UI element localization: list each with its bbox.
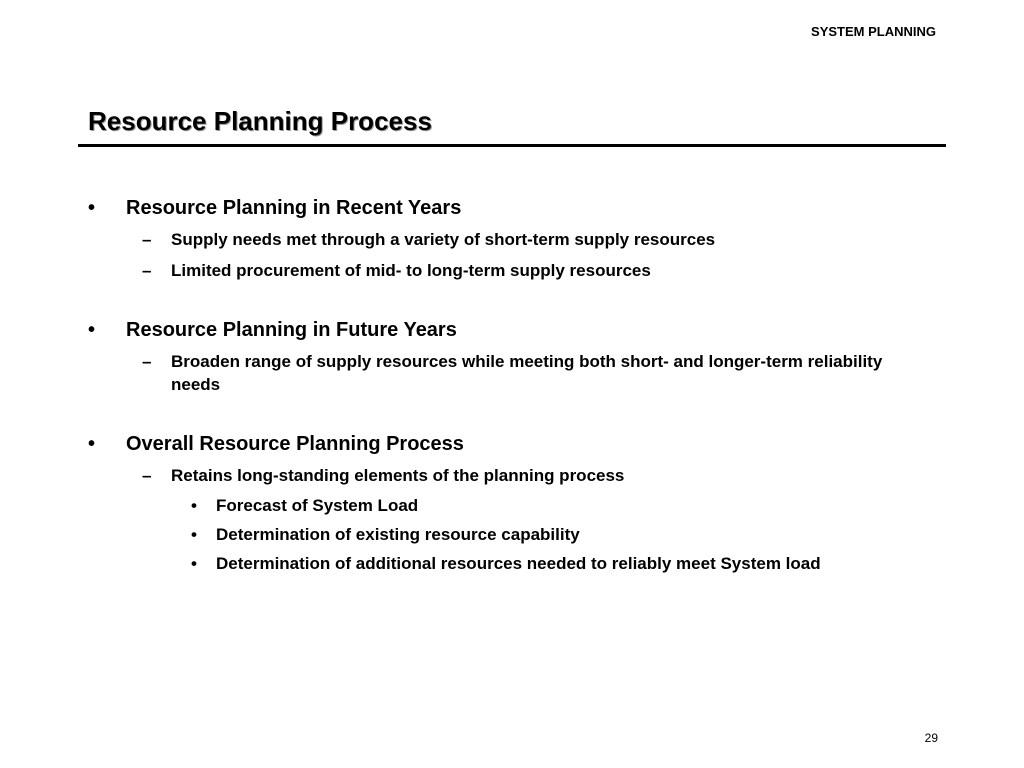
bullet-group-recent-years (0, 196, 1024, 282)
bullet-dot-icon: • (88, 319, 96, 341)
dash-icon: – (142, 261, 152, 280)
bullet-text: Overall Resource Planning Process (126, 433, 464, 455)
sub-bullet-text: Limited procurement of mid- to long-term supply resources (171, 261, 651, 280)
bullet-item (0, 196, 1024, 220)
sub-bullet-text: Retains long-standing elements of the planning process (171, 466, 625, 485)
bullet-group-overall-process (0, 432, 1024, 574)
small-bullet-dot-icon: • (191, 525, 197, 544)
bullet-text: Resource Planning in Future Years (126, 319, 457, 341)
sub-bullet-text: Supply needs met through a variety of short-term supply resources (171, 230, 716, 249)
slide-body (0, 196, 1024, 610)
sub-sub-bullet-item (0, 524, 1024, 545)
title-underline (78, 144, 946, 147)
sub-sub-bullet-item (0, 553, 1024, 574)
bullet-dot-icon: • (88, 197, 96, 219)
small-bullet-dot-icon: • (191, 554, 197, 573)
bullet-item (0, 318, 1024, 342)
sub-bullet-item (0, 259, 1024, 282)
bullet-text: Resource Planning in Recent Years (126, 197, 462, 219)
dash-icon: – (142, 352, 152, 371)
sub-sub-bullet-text: Determination of existing resource capability (216, 525, 580, 544)
sub-sub-bullet-text: Determination of additional resources needed to reliably meet System load (216, 554, 821, 573)
sub-bullet-text: Broaden range of supply resources while meeting both short- and longer-term reliability needs (171, 352, 883, 394)
bullet-item (0, 432, 1024, 456)
section-label: SYSTEM PLANNING (811, 24, 936, 39)
sub-sub-bullet-text: Forecast of System Load (216, 496, 419, 515)
sub-bullet-item (0, 228, 1024, 251)
sub-bullet-item (0, 464, 1024, 487)
dash-icon: – (142, 466, 152, 485)
page-number: 29 (924, 731, 938, 745)
slide-title: Resource Planning Process (88, 106, 432, 136)
sub-bullet-item (0, 350, 1024, 396)
bullet-group-future-years (0, 318, 1024, 396)
bullet-dot-icon: • (88, 433, 96, 455)
small-bullet-dot-icon: • (191, 496, 197, 515)
sub-sub-bullet-item (0, 495, 1024, 516)
dash-icon: – (142, 230, 152, 249)
